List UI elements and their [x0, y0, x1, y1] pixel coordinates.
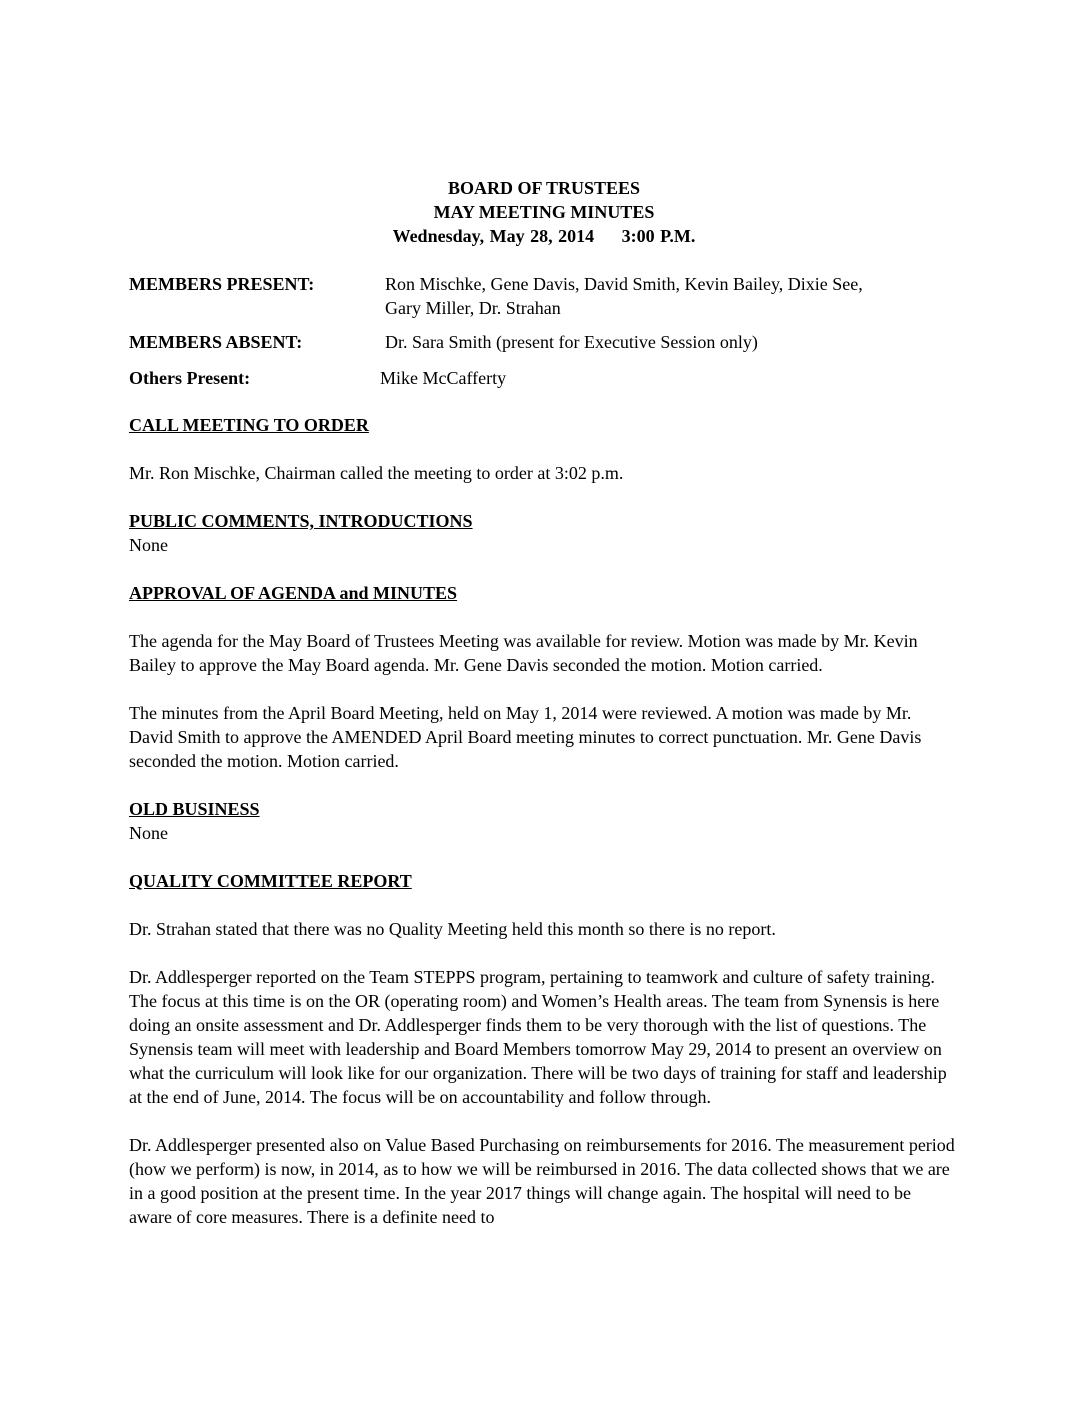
members-present-line-2: Gary Miller, Dr. Strahan	[385, 298, 561, 318]
others-present-label: Others Present:	[129, 368, 251, 388]
minutes-body	[129, 413, 957, 1229]
old-business-heading: OLD BUSINESS	[129, 799, 260, 819]
members-present-row	[129, 272, 959, 330]
old-business-text: None	[129, 823, 168, 843]
call-to-order-text: Mr. Ron Mischke, Chairman called the meeting to order at 3:02 p.m.	[129, 463, 624, 483]
quality-report-paragraph-3: Dr. Addlesperger presented also on Value Based Purchasing on reimbursements for 2016. The measurement period (how we perform) is now, in 2014, as to how we will be reimbursed in 2016. The data collected shows that we are in a good position at the present time. In the year 2017 things will change again. The hospital will need to be aware of core measures. There is a definite need to	[129, 1135, 955, 1227]
members-present-label: MEMBERS PRESENT:	[129, 274, 315, 294]
others-present-value: Mike McCafferty	[380, 368, 507, 388]
public-comments-text: None	[129, 535, 168, 555]
attendance-block	[129, 272, 959, 390]
approval-minutes-paragraph: The minutes from the April Board Meeting, held on May 1, 2014 were reviewed. A motion was made by Mr. David Smith to approve the AMENDED April Board meeting minutes to correct punctuation. Mr. Gene Davis seconded the motion. Motion carried.	[129, 703, 922, 771]
document-title-block	[0, 176, 1088, 248]
quality-report-paragraph-1: Dr. Strahan stated that there was no Quality Meeting held this month so there is no report.	[129, 919, 776, 939]
call-to-order-heading: CALL MEETING TO ORDER	[129, 415, 369, 435]
public-comments-heading: PUBLIC COMMENTS, INTRODUCTIONS	[129, 511, 473, 531]
quality-report-paragraph-2: Dr. Addlesperger reported on the Team STEPPS program, pertaining to teamwork and culture of safety training. The focus at this time is on the OR (operating room) and Women’s Health areas. The team from Synensis is here doing an onsite assessment and Dr. Addlesperger finds them to be very thorough with the list of questions. The Synensis team will meet with leadership and Board Members tomorrow May 29, 2014 to present an overview on what the curriculum will look like for our organization. There will be two days of training for staff and leadership at the end of June, 2014. The focus will be on accountability and follow through.	[129, 967, 947, 1107]
members-present-line-1: Ron Mischke, Gene Davis, David Smith, Kevin Bailey, Dixie See,	[385, 274, 863, 294]
approval-agenda-paragraph: The agenda for the May Board of Trustees Meeting was available for review. Motion was made by Mr. Kevin Bailey to approve the May Board agenda. Mr. Gene Davis seconded the motion. Motion carried.	[129, 631, 918, 675]
meeting-title: MAY MEETING MINUTES	[433, 202, 655, 222]
members-absent-value: Dr. Sara Smith (present for Executive Session only)	[385, 332, 758, 352]
approval-heading: APPROVAL OF AGENDA and MINUTES	[129, 583, 458, 603]
meeting-date: Wednesday, May 28, 2014 3:00 P.M.	[392, 226, 696, 246]
board-title: BOARD OF TRUSTEES	[447, 178, 641, 198]
others-present-row	[129, 366, 959, 390]
quality-report-heading: QUALITY COMMITTEE REPORT	[129, 871, 412, 891]
members-absent-row	[129, 330, 959, 366]
members-absent-label: MEMBERS ABSENT:	[129, 332, 303, 352]
